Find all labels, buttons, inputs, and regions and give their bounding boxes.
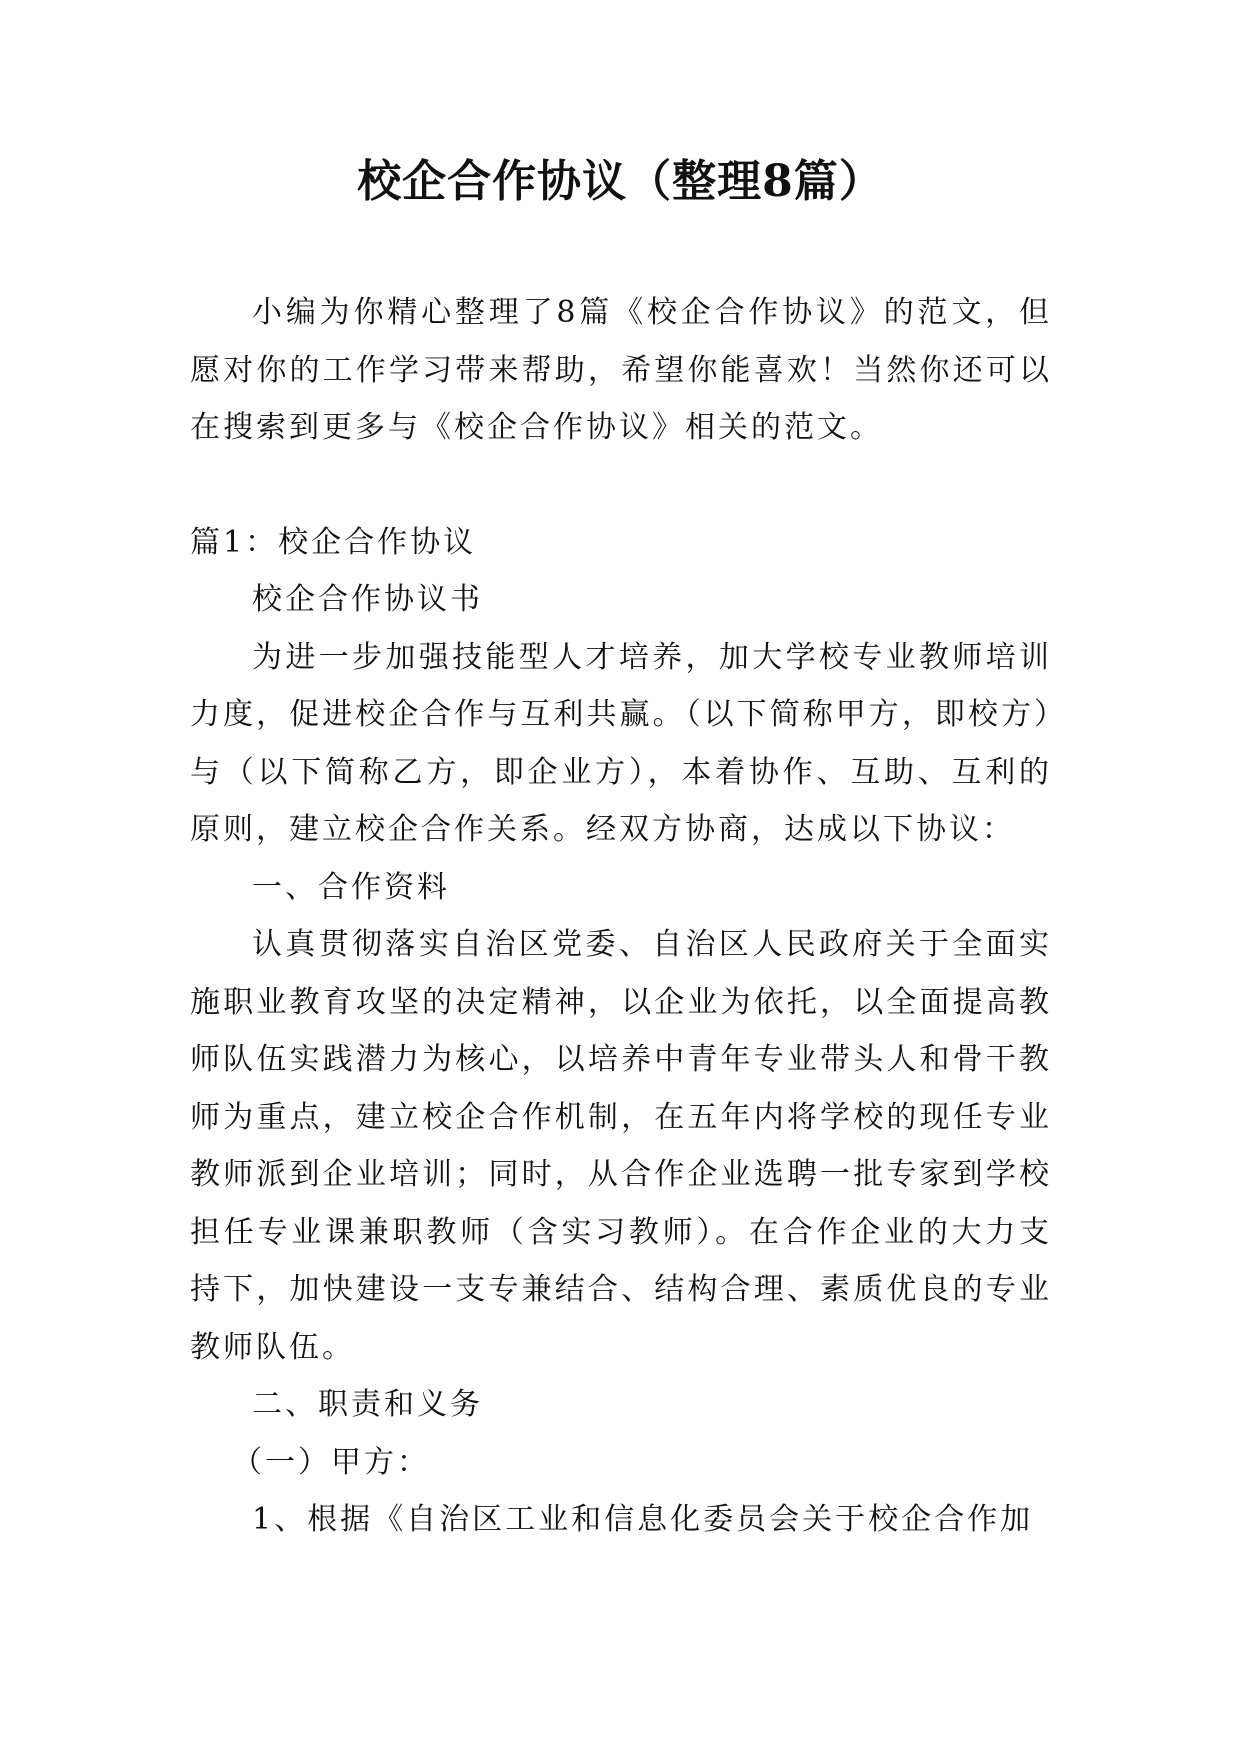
content-paragraph: 认真贯彻落实自治区党委、自治区人民政府关于全面实施职业教育攻坚的决定精神，以企业为依托，以全面提高教师队伍实践潜力为核心，以培养中青年专业带头人和骨干教师为重点，建立校企合作机制，在五年内将学校的现任专业教师派到企业培训；同时，从合作企业选聘一批专家到学校担任专业课兼职教师（含实习教师）。在合作企业的大力支持下，加快建设一支专兼结合、结构合理、素质优良的专业教师队伍。 bbox=[190, 927, 1052, 1365]
purpose-paragraph: 为进一步加强技能型人才培养，加大学校专业教师培训力度，促进校企合作与互利共赢。（以下简称甲方，即校方）与（以下简称乙方，即企业方），本着协作、互助、互利的原则，建立校企合作关系。经双方协商，达成以下协议： bbox=[190, 639, 1052, 847]
agreement-title: 校企合作协议书 bbox=[252, 582, 483, 617]
heading-cooperation-content: 一、合作资料 bbox=[252, 869, 450, 905]
document-body bbox=[190, 284, 1052, 1549]
sub-heading-party-a: （一）甲方： bbox=[232, 1444, 430, 1480]
heading-duties: 二、职责和义务 bbox=[252, 1387, 483, 1422]
document-title: 校企合作协议（整理8篇） bbox=[357, 156, 884, 207]
intro-paragraph: 小编为你精心整理了8篇《校企合作协议》的范文，但愿对你的工作学习带来帮助，希望你能喜欢！当然你还可以在搜索到更多与《校企合作协议》相关的范文。 bbox=[190, 295, 1052, 445]
section-heading: 篇1：校企合作协议 bbox=[190, 524, 477, 560]
list-item-1: 1、根据《自治区工业和信息化委员会关于校企合作加 bbox=[252, 1502, 1034, 1537]
